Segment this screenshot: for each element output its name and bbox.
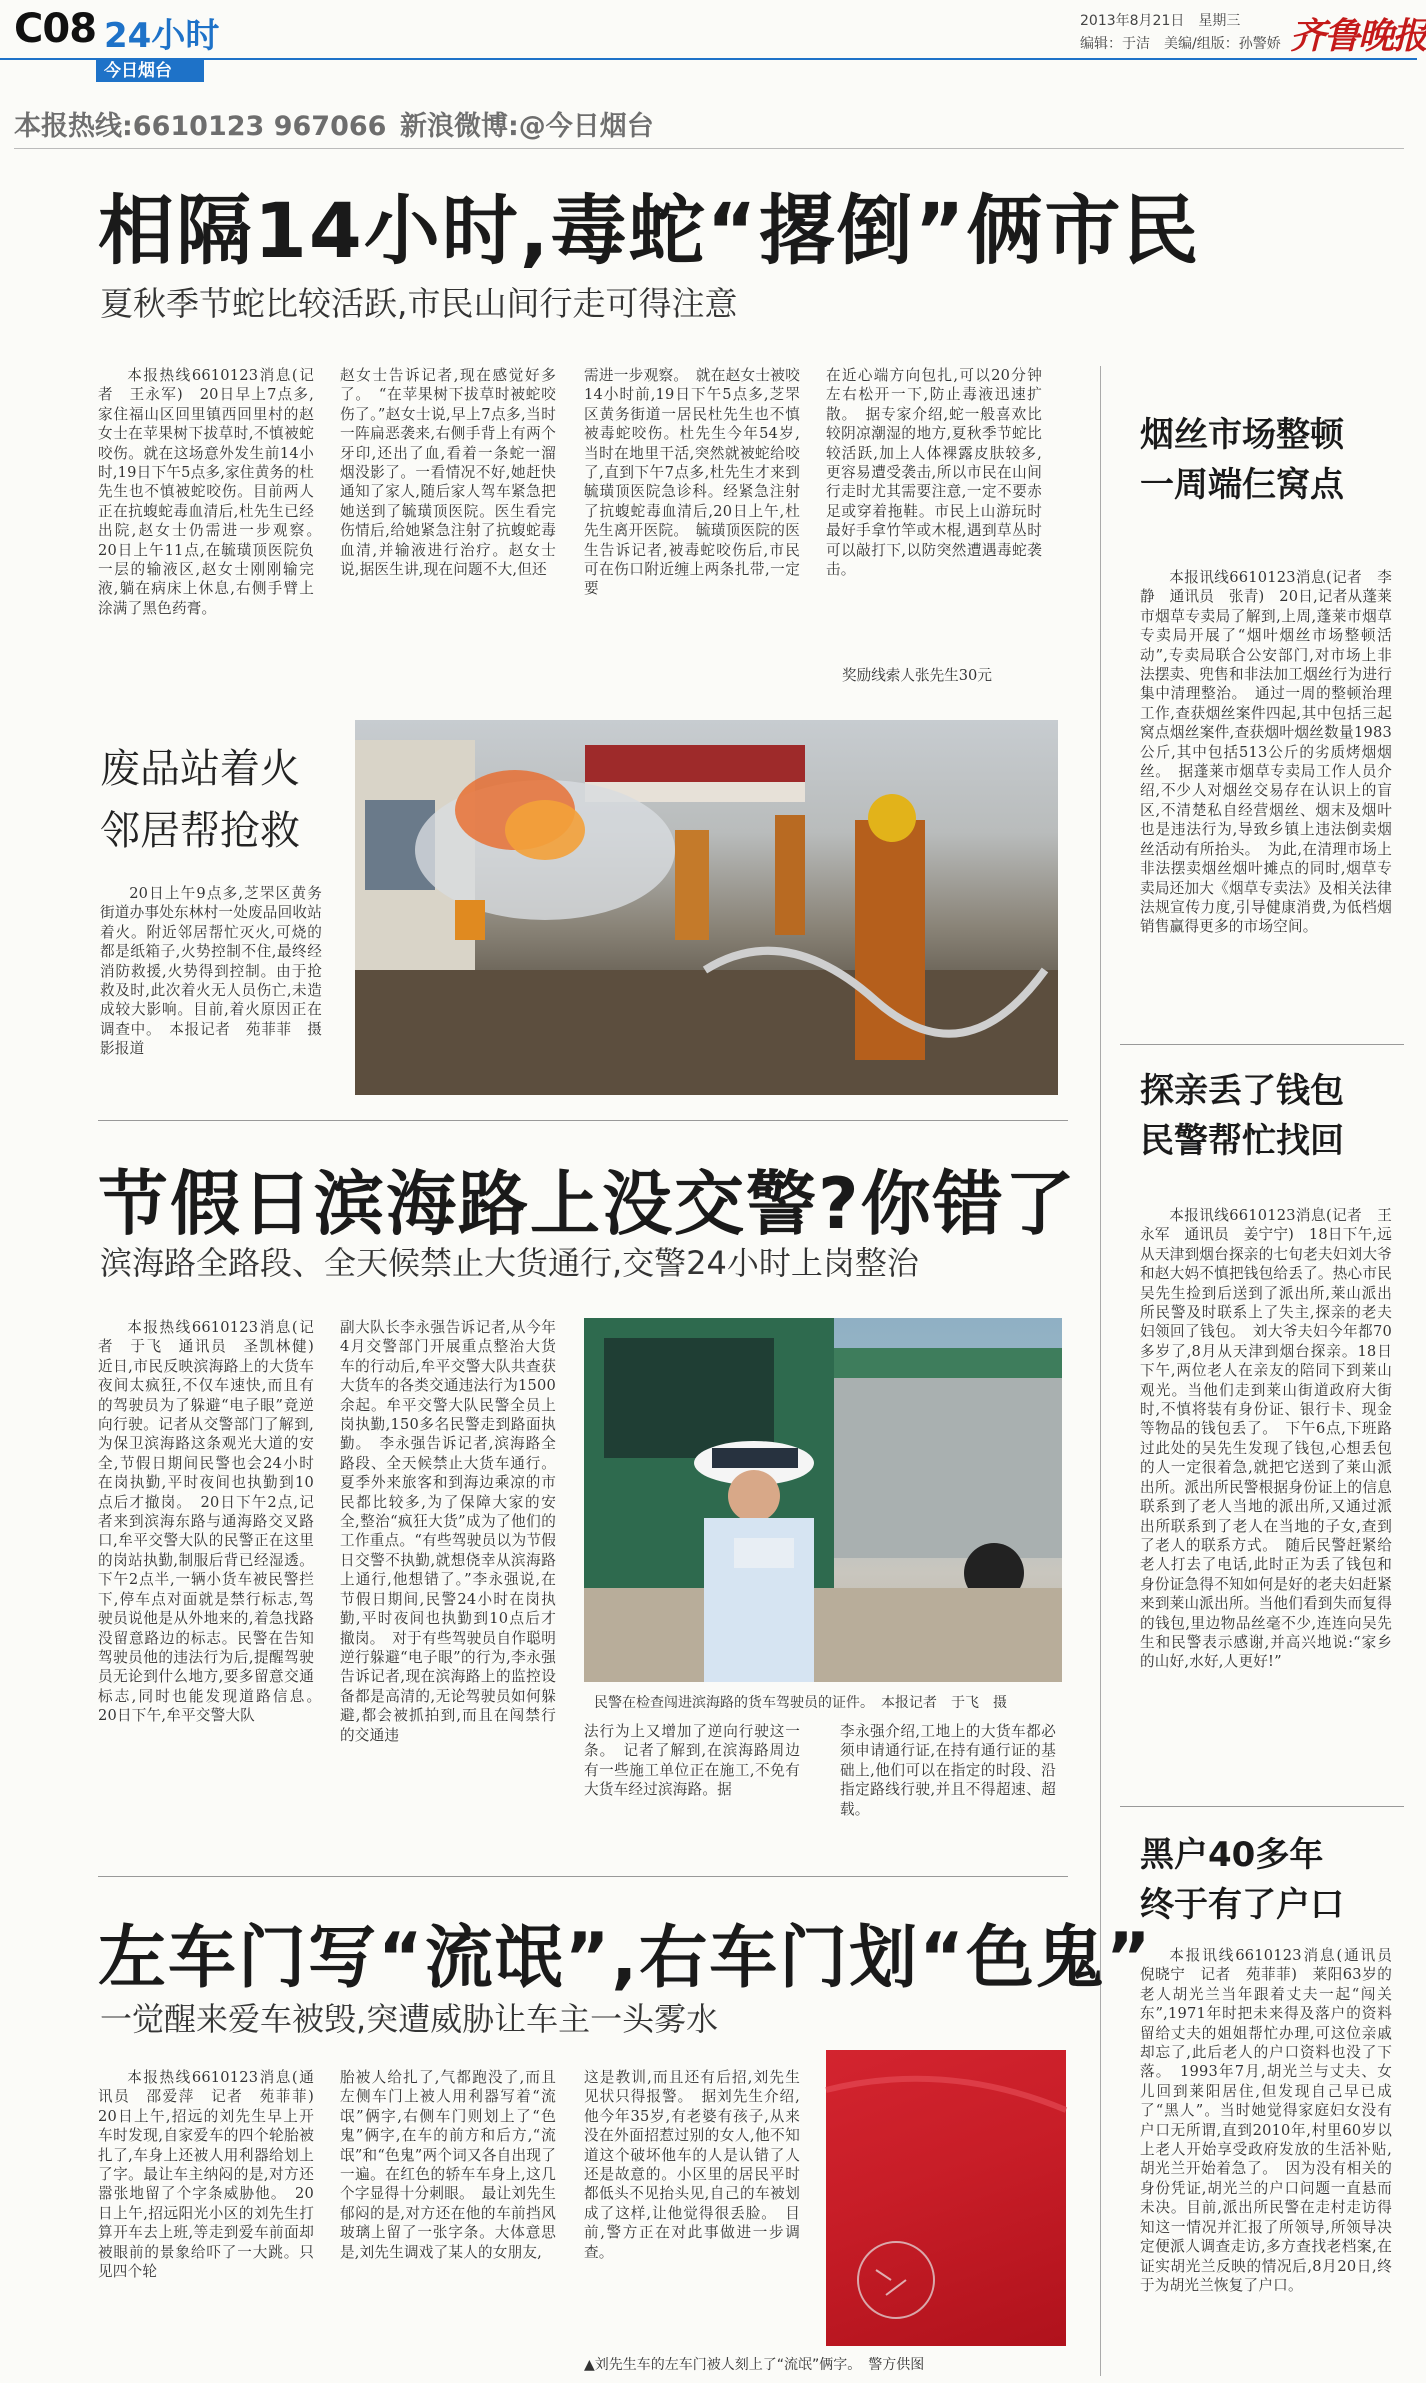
fire-body (100, 884, 322, 1074)
car-photo-caption: ▲刘先生车的左车门被人刻上了“流氓”俩字。 警方供图 (584, 2357, 925, 2373)
fire-headline-l2: 邻居帮抢救 (100, 808, 300, 854)
tobacco-text: 本报讯线6610123消息(记者 李静 通讯员 张青) 20日,记者从蓬莱市烟草专卖局了解到,上周,蓬莱市烟草专卖局开展了“烟叶烟丝市场整顿活动”,专卖局联合公安部门,对市场上非法摆卖、兜售和非法加工烟丝行为进行集中清理整治。 通过一周的整顿治理工作,查获烟丝案件四起,其中包括三起窝点烟丝案件,查获烟叶烟丝数量1983公斤,其中包括513公斤的劣质烤烟烟丝。 据蓬莱市烟草专卖局工作人员介绍,不少人对烟丝交易存在认识上的盲区,不清楚私自经营烟丝、烟末及烟叶也是违法行为,导致乡镇上违法倒卖烟丝活动有所抬头。 为此,在清理市场上非法摆卖烟丝烟叶摊点的同时,烟草专卖局还加大《烟草专卖法》及相关法律法规宣传力度,引导健康消费,为低档烟销售赢得更多的市场空间。 (1140, 569, 1392, 936)
traffic-col-1 (98, 1318, 329, 1858)
wallet-body (1140, 1206, 1392, 1784)
traffic-text-3: 法行为上又增加了逆向行驶这一条。 记者了解到,在滨海路周边有一些施工单位正在施工,不免有大货车经过滨海路。据 (584, 1723, 800, 1799)
traffic-rule (98, 1876, 1068, 1877)
hukou-text: 本报讯线6610123消息(通讯员 倪晓宁 记者 苑菲菲) 莱阳63岁的老人胡光兰当年跟着丈夫一起“闯关东”,1971年时把未来得及落户的资料留给丈夫的姐姐帮忙办理,可这位亲戚却忘了,此后老人的户口资料也没了下落。 1993年7月,胡光兰与丈夫、女儿回到莱阳居住,但发现自己早已成了“黑人”。当时她觉得家庭妇女没有户口无所谓,直到2010年,村里60岁以上老人开始享受政府发放的生活补贴,胡光兰开始着急了。 因为没有相关的身份凭证,胡光兰的户口问题一直悬而未决。目前,派出所民警在走村走访得知这一情况并汇报了所领导,所领导决定便派人调查走访,多方查找老档案,在证实胡光兰反映的情况后,8月20日,终于为胡光兰恢复了户口。 (1140, 1947, 1407, 2294)
fire-text: 20日上午9点多,芝罘区黄务街道办事处东林村一处废品回收站着火。附近邻居帮忙灭火,可烧的都是纸箱子,火势控制不住,最终经消防救援,火势得到控制。由于抢救及时,此次着火无人员伤亡,未造成较大影响。目前,着火原因正在调查中。 本报记者 苑菲菲 摄影报道 (100, 885, 322, 1058)
wallet-headline (1140, 1066, 1344, 1166)
car-headline: 左车门写“流氓”,右车门划“色鬼” (98, 1919, 1153, 1998)
hotline: 本报热线:6610123 967066 (14, 111, 387, 142)
fire-scene-icon (355, 720, 1058, 1095)
car-text-3: 这是教训,而且还有后招,刘先生见状只得报警。 据刘先生介绍,他今年35岁,有老婆有孩子,从来没在外面招惹过别的女人,他不知道这个破坏他车的人是认错了人还是故意的。小区里的居民平时都低头不见抬头见,自己的车被划成了这样,让他觉得很丢脸。 目前,警方正在对此事做进一步调查。 (584, 2069, 800, 2261)
snake-text-4: 在近心端方向包扎,可以20分钟左右松开一下,防止毒液迅速扩散。 据专家介绍,蛇一般喜欢比较阴凉潮湿的地方,夏秋季节蛇比较活跃,加上人体裸露皮肤较多,更容易遭受袭击,所以市民在山间行走时尤其需要注意,一定不要赤足或穿着拖鞋。市民上山游玩时最好手拿竹竿或木棍,遇到草丛时可以敲打下,以防突然遭遇毒蛇袭击。 (826, 367, 1042, 579)
traffic-text-2: 副大队长李永强告诉记者,从今年4月交警部门开展重点整治大货车的行动后,牟平交警大队共查获大货车的各类交通违法行为1500余起。牟平交警大队民警全员上岗执勤,150多名民警走到路面执勤。 李永强告诉记者,滨海路全路段、全天候禁止大货车通行。夏季外来旅客和到海边乘凉的市民都比较多,为了保障大家的安全,整治“疯狂大货”成为了他们的工作重点。“有些驾驶员以为节假日交警不执勤,就想侥幸从滨海路上通行,他想错了。”李永强说,在节假日期间,民警24小时在岗执勤,平时夜间也执勤到10点后才撤岗。 对于有些驾驶员自作聪明逆行躲避“电子眼”的行为,李永强告诉记者,现在滨海路上的监控设备都是高清的,无论驾驶员如何躲避,都会被抓拍到,而且在闯禁行的交通违 (340, 1319, 556, 1744)
traffic-col-4 (840, 1722, 1056, 1858)
tobacco-headline (1140, 410, 1344, 510)
car-text-1: 本报热线6610123消息(通讯员 邵爱萍 记者 苑菲菲) 20日上午,招远的刘先生早上开车时发现,自家爱车的四个轮胎被扎了,车身上还被人用利器给划上了字。最让车主纳闷的是,对方还嚣张地留了个字条威胁他。 20日上午,招远阳光小区的刘先生打算开车去上班,等走到爱车前面却被眼前的景象给吓了一大跳。只见四个轮 (98, 2069, 329, 2281)
car-col-3 (584, 2068, 800, 2318)
traffic-photo-caption: 民警在检查闯进滨海路的货车驾驶员的证件。 本报记者 于飞 摄 (594, 1695, 1007, 1711)
police-truck-photo (584, 1318, 1062, 1682)
car-text-2: 胎被人给扎了,气都跑没了,而且左侧车门上被人用利器写着“流氓”俩字,右侧车门则划上了“色鬼”俩字,在车的前方和后方,“流氓”和“色鬼”两个词又各自出现了一遍。在红色的轿车车身上,这几个字显得十分刺眼。 最让刘先生郁闷的是,对方还在他的车前挡风玻璃上留了一张字条。大体意思是,刘先生调戏了某人的女朋友, (340, 2069, 556, 2261)
wallet-headline-l2: 民警帮忙找回 (1140, 1121, 1344, 1161)
fire-headline-l1: 废品站着火 (100, 746, 300, 792)
traffic-col-3 (584, 1722, 800, 1858)
hukou-headline-l2: 终于有了户口 (1140, 1885, 1344, 1925)
scratched-door-icon (826, 2050, 1066, 2346)
date-line: 2013年8月21日 星期三 (1080, 13, 1241, 29)
traffic-subhead: 滨海路全路段、全天候禁止大货通行,交警24小时上岗整治 (100, 1244, 919, 1282)
page-number: C08 (14, 6, 97, 52)
snake-col-3 (584, 366, 800, 599)
fire-rule (98, 1120, 1068, 1121)
traffic-text-4: 李永强介绍,工地上的大货车都必须申请通行证,在持有通行证的基础上,他们可以在指定的时段、沿指定路线行驶,并且不得超速、超载。 (840, 1723, 1056, 1818)
snake-text-3: 需进一步观察。 就在赵女士被咬14小时前,19日下午5点多,芝罘区黄务街道一居民杜先生也不慎被毒蛇咬伤。杜先生今年54岁,当时在地里干活,突然就被蛇给咬了,直到下午7点多,杜先生才来到毓璜顶医院急诊科。经紧急注射了抗蝮蛇毒血清后,20日上午,杜先生离开医院。 毓璜顶医院的医生告诉记者,被毒蛇咬伤后,市民可在伤口附近缠上两条扎带,一定要 (584, 367, 800, 598)
snake-text-1: 本报热线6610123消息(记者 王永军) 20日早上7点多,家住福山区回里镇西回里村的赵女士在苹果树下拔草时,不慎被蛇咬伤。就在这场意外发生前14小时,19日下午5点多,家住黄务的杜先生也不慎被蛇咬伤。目前两人正在抗蝮蛇毒血清后,杜先生已经出院,赵女士仍需进一步观察。 20日上午11点,在毓璜顶医院负一层的输液区,赵女士刚刚输完液,躺在病床上休息,右侧手臂上涂满了黑色药膏。 (98, 367, 329, 617)
subsection-label: 今日烟台 (104, 61, 172, 81)
snake-col-4 (826, 366, 1042, 658)
car-subhead: 一觉醒来爱车被毁,突遭威胁让车主一头雾水 (100, 2000, 719, 2038)
wallet-text: 本报讯线6610123消息(记者 王永军 通讯员 姜宁宁) 18日下午,远从天津到烟台探亲的七旬老夫妇刘大爷和赵大妈不慎把钱包给丢了。热心市民吴先生捡到后送到了派出所,莱山派出所民警及时联系上了失主,探亲的老夫妇领回了钱包。 刘大爷夫妇今年都70多岁了,8月从天津到烟台探亲。18日下午,两位老人在亲友的陪同下到莱山观光。当他们走到莱山街道政府大街时,不慎将装有身份证、银行卡、现金等物品的钱包丢了。 下午6点,下班路过此处的吴先生发现了钱包,心想丢包的人一定很着急,就把它送到了莱山派出所。派出所民警根据身份证上的信息联系到了老人当地的派出所,又通过派出所联系到了老人在当地的子女,查到了老人的联系方式。 随后民警赶紧给老人打去了电话,此时正为丢了钱包和身份证急得不知如何是好的老夫妇赶紧来到莱山派出所。当他们看到失而复得的钱包,里边物品丝毫不少,连连向吴先生和民警表示感谢,并高兴地说:“家乡的山好,水好,人更好!” (1140, 1207, 1392, 1671)
tobacco-headline-l1: 烟丝市场整顿 (1140, 415, 1344, 455)
fire-photo (355, 720, 1058, 1095)
hukou-headline (1140, 1830, 1344, 1930)
car-col-1 (98, 2068, 329, 2368)
snake-col-1 (98, 366, 329, 618)
section-title: 24小时 (104, 16, 220, 56)
tobacco-body (1140, 568, 1392, 1018)
fire-headline (100, 738, 300, 862)
traffic-text-1: 本报热线6610123消息(记者 于飞 通讯员 圣凯林健) 近日,市民反映滨海路上的大货车夜间太疯狂,不仅车速快,而且有的驾驶员为了躲避“电子眼”竟逆向行驶。记者从交警部门了解到,为保卫滨海路这条观光大道的安全,节假日期间民警也会24小时在岗执勤,平时夜间也执勤到10点后才撤岗。 20日下午2点,记者来到滨海东路与通海路交叉路口,牟平交警大队的民警正在这里的岗站执勤,制服后背已经湿透。下午2点半,一辆小货车被民警拦下,停车点对面就是禁行标志,驾驶员说他是从外地来的,着急找路没留意路边的标志。民警在告知驾驶员他的违法行为后,提醒驾驶员无论到什么地方,要多留意交通标志,同时也能发现道路信息。 20日下午,牟平交警大队 (98, 1319, 329, 1725)
traffic-col-2 (340, 1318, 556, 1858)
snake-headline: 相隔14小时,毒蛇“撂倒”俩市民 (98, 186, 1201, 275)
hotline-rule (14, 148, 1404, 149)
truck-scene-icon (584, 1318, 1062, 1682)
hukou-body (1140, 1946, 1407, 2371)
snake-reward: 奖励线索人张先生30元 (842, 667, 992, 684)
section-underline (0, 58, 1417, 60)
tobacco-headline-l2: 一周端仨窝点 (1140, 465, 1344, 505)
snake-subhead: 夏秋季节蛇比较活跃,市民山间行走可得注意 (100, 284, 738, 323)
snake-text-2: 赵女士告诉记者,现在感觉好多了。 “在苹果树下拔草时被蛇咬伤了。”赵女士说,早上7点多,当时一阵扁恶袭来,右侧手背上有两个牙印,还出了血,看着一条蛇一溜烟没影了。一看情况不好,她赶快通知了家人,随后家人驾车紧急把她送到了毓璜顶医院。医生看完伤情后,给她紧急注射了抗蝮蛇毒血清,并输液进行治疗。赵女士说,据医生讲,现在问题不大,但还 (340, 367, 556, 579)
weibo: 新浪微博:@今日烟台 (400, 111, 654, 142)
snake-col-2 (340, 366, 556, 579)
right-column-divider (1100, 366, 1101, 2376)
tobacco-rule (1120, 1044, 1404, 1045)
wallet-headline-l1: 探亲丢了钱包 (1140, 1071, 1344, 1111)
hukou-headline-l1: 黑户40多年 (1140, 1835, 1324, 1875)
wallet-rule (1120, 1806, 1404, 1807)
traffic-headline: 节假日滨海路上没交警?你错了 (98, 1163, 1077, 1245)
masthead-logo: 齐鲁晚报 (1290, 15, 1426, 57)
editor-line: 编辑：于洁 美编/组版：孙警娇 (1080, 36, 1281, 52)
car-col-2 (340, 2068, 556, 2368)
car-door-photo (826, 2050, 1066, 2346)
